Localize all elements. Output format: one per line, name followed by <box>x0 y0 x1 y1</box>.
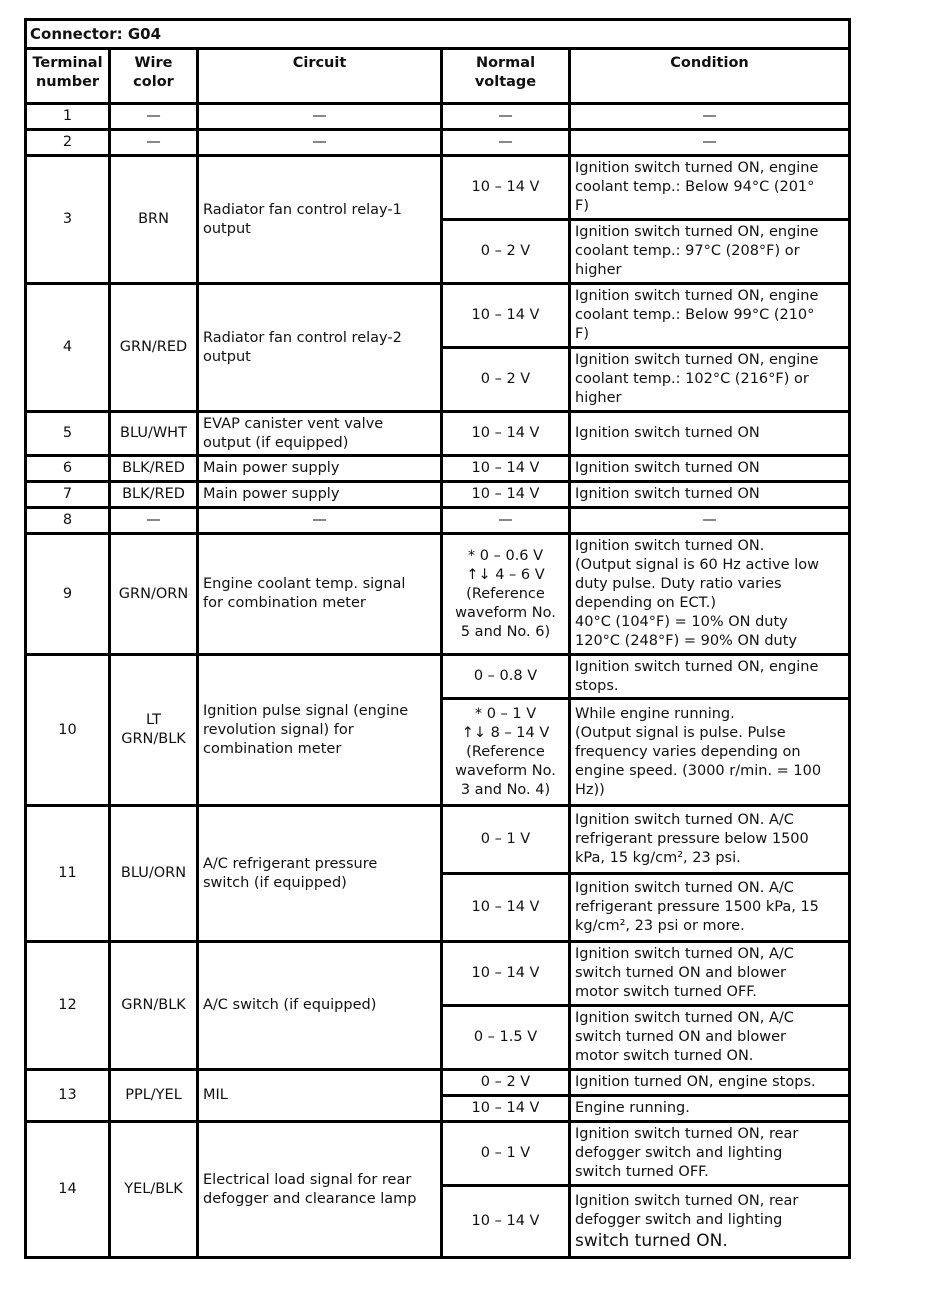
condition: Ignition switch turned ON, engine coolant temp.: 97°C (208°F) or higher <box>570 220 850 284</box>
normal-voltage: 10 – 14 V <box>442 412 570 456</box>
connector-g04-table <box>24 18 851 1259</box>
normal-voltage: 0 – 1 V <box>442 806 570 874</box>
condition: — <box>570 508 850 534</box>
condition: Ignition switch turned ON, engine coolant temp.: Below 99°C (210° F) <box>570 284 850 348</box>
header-circuit: Circuit <box>198 49 442 104</box>
normal-voltage: 10 – 14 V <box>442 156 570 220</box>
normal-voltage: 0 – 2 V <box>442 220 570 284</box>
header-wire-color: Wire color <box>110 49 198 104</box>
circuit: Engine coolant temp. signal for combination meter <box>198 534 442 655</box>
wire-color: BLU/WHT <box>110 412 198 456</box>
table-row <box>26 806 850 874</box>
condition: Ignition switch turned ON. A/C refrigerant pressure below 1500 kPa, 15 kg/cm², 23 psi. <box>570 806 850 874</box>
condition-text-tail: switch turned ON. <box>575 1230 728 1251</box>
header-row <box>26 49 850 104</box>
circuit: — <box>198 104 442 130</box>
wire-color: GRN/BLK <box>110 942 198 1070</box>
connector-title: Connector: G04 <box>26 20 850 49</box>
condition: Ignition switch turned ON, engine coolant temp.: 102°C (216°F) or higher <box>570 348 850 412</box>
circuit: Radiator fan control relay-1 output <box>198 156 442 284</box>
condition: Ignition switch turned ON, rear defogger switch and lighting switch turned OFF. <box>570 1122 850 1186</box>
wire-color: GRN/ORN <box>110 534 198 655</box>
table-row <box>26 1122 850 1186</box>
table-row <box>26 284 850 348</box>
circuit: MIL <box>198 1070 442 1122</box>
wire-color: — <box>110 104 198 130</box>
condition: Ignition switch turned ON. A/C refrigerant pressure 1500 kPa, 15 kg/cm², 23 psi or more. <box>570 874 850 942</box>
condition: — <box>570 130 850 156</box>
condition <box>570 1186 850 1258</box>
table-row <box>26 104 850 130</box>
table-row <box>26 1070 850 1096</box>
circuit: A/C switch (if equipped) <box>198 942 442 1070</box>
normal-voltage: 10 – 14 V <box>442 284 570 348</box>
terminal-number: 12 <box>26 942 110 1070</box>
normal-voltage: 10 – 14 V <box>442 942 570 1006</box>
circuit: EVAP canister vent valve output (if equipped) <box>198 412 442 456</box>
wire-color: BLK/RED <box>110 456 198 482</box>
circuit: — <box>198 130 442 156</box>
wire-color: — <box>110 508 198 534</box>
condition: Ignition switch turned ON <box>570 412 850 456</box>
circuit: Electrical load signal for rear defogger and clearance lamp <box>198 1122 442 1258</box>
circuit: Ignition pulse signal (engine revolution signal) for combination meter <box>198 655 442 806</box>
normal-voltage: 0 – 1.5 V <box>442 1006 570 1070</box>
table-row <box>26 508 850 534</box>
header-terminal-number: Terminal number <box>26 49 110 104</box>
terminal-number: 6 <box>26 456 110 482</box>
condition-text: Ignition switch turned ON, rear defogger switch and lighting <box>575 1192 799 1228</box>
normal-voltage: — <box>442 130 570 156</box>
normal-voltage: * 0 – 0.6 V ↑↓ 4 – 6 V (Reference waveform No. 5 and No. 6) <box>442 534 570 655</box>
normal-voltage: * 0 – 1 V ↑↓ 8 – 14 V (Reference waveform No. 3 and No. 4) <box>442 699 570 806</box>
table-row <box>26 482 850 508</box>
normal-voltage: 0 – 2 V <box>442 348 570 412</box>
wire-color: BLK/RED <box>110 482 198 508</box>
terminal-number: 1 <box>26 104 110 130</box>
wire-color: YEL/BLK <box>110 1122 198 1258</box>
condition: Ignition switch turned ON, engine stops. <box>570 655 850 699</box>
condition: While engine running. (Output signal is pulse. Pulse frequency varies depending on engine speed. (3000 r/min. = 100 Hz)) <box>570 699 850 806</box>
condition: Ignition turned ON, engine stops. <box>570 1070 850 1096</box>
header-normal-voltage: Normal voltage <box>442 49 570 104</box>
table-row <box>26 412 850 456</box>
terminal-number: 7 <box>26 482 110 508</box>
normal-voltage: 10 – 14 V <box>442 874 570 942</box>
normal-voltage: 10 – 14 V <box>442 482 570 508</box>
condition: Ignition switch turned ON. (Output signal is 60 Hz active low duty pulse. Duty ratio varies depending on ECT.) 40°C (104°F) = 10% ON duty 120°C (248°F) = 90% ON duty <box>570 534 850 655</box>
condition: — <box>570 104 850 130</box>
title-row <box>26 20 850 49</box>
condition: Ignition switch turned ON, A/C switch turned ON and blower motor switch turned ON. <box>570 1006 850 1070</box>
wire-color: PPL/YEL <box>110 1070 198 1122</box>
terminal-number: 4 <box>26 284 110 412</box>
condition: Ignition switch turned ON, engine coolant temp.: Below 94°C (201° F) <box>570 156 850 220</box>
normal-voltage: 10 – 14 V <box>442 1186 570 1258</box>
condition: Ignition switch turned ON, A/C switch turned ON and blower motor switch turned OFF. <box>570 942 850 1006</box>
terminal-number: 5 <box>26 412 110 456</box>
table-row <box>26 156 850 220</box>
condition: Ignition switch turned ON <box>570 456 850 482</box>
table-row <box>26 534 850 655</box>
circuit: Main power supply <box>198 456 442 482</box>
connector-table-document <box>24 18 848 1259</box>
normal-voltage: 0 – 2 V <box>442 1070 570 1096</box>
condition: Engine running. <box>570 1096 850 1122</box>
wire-color: LT GRN/BLK <box>110 655 198 806</box>
terminal-number: 13 <box>26 1070 110 1122</box>
circuit: A/C refrigerant pressure switch (if equipped) <box>198 806 442 942</box>
circuit: Radiator fan control relay-2 output <box>198 284 442 412</box>
terminal-number: 11 <box>26 806 110 942</box>
terminal-number: 14 <box>26 1122 110 1258</box>
table-row <box>26 130 850 156</box>
normal-voltage: 10 – 14 V <box>442 456 570 482</box>
terminal-number: 9 <box>26 534 110 655</box>
terminal-number: 8 <box>26 508 110 534</box>
normal-voltage: 0 – 1 V <box>442 1122 570 1186</box>
table-row <box>26 655 850 699</box>
normal-voltage: 0 – 0.8 V <box>442 655 570 699</box>
wire-color: BRN <box>110 156 198 284</box>
normal-voltage: — <box>442 104 570 130</box>
terminal-number: 10 <box>26 655 110 806</box>
wire-color: BLU/ORN <box>110 806 198 942</box>
terminal-number: 2 <box>26 130 110 156</box>
header-condition: Condition <box>570 49 850 104</box>
table-row <box>26 456 850 482</box>
wire-color: — <box>110 130 198 156</box>
wire-color: GRN/RED <box>110 284 198 412</box>
normal-voltage: 10 – 14 V <box>442 1096 570 1122</box>
circuit: Main power supply <box>198 482 442 508</box>
normal-voltage: — <box>442 508 570 534</box>
condition: Ignition switch turned ON <box>570 482 850 508</box>
table-row <box>26 942 850 1006</box>
terminal-number: 3 <box>26 156 110 284</box>
circuit: — <box>198 508 442 534</box>
